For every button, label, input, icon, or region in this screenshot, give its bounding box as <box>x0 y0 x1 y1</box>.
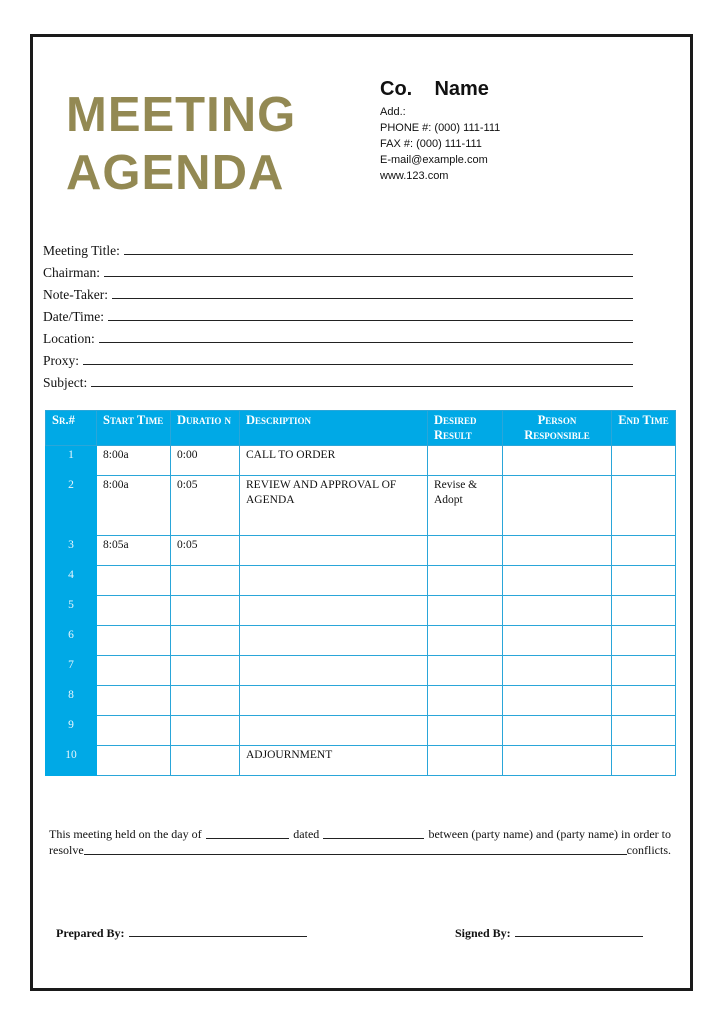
column-header-end-time: End Time <box>612 411 676 446</box>
field-label: Note-Taker: <box>43 287 109 302</box>
table-row <box>46 716 676 746</box>
fill-line[interactable] <box>108 319 633 321</box>
person-responsible-cell[interactable] <box>503 446 612 476</box>
prepared-by-line[interactable] <box>129 924 307 937</box>
statement-text-4: resolve <box>49 843 84 857</box>
end-time-cell[interactable] <box>612 446 676 476</box>
table-row <box>46 596 676 626</box>
start-time-cell[interactable] <box>97 746 171 776</box>
start-time-cell[interactable] <box>97 656 171 686</box>
statement-text-1: This meeting held on the day of <box>49 827 202 841</box>
description-cell[interactable] <box>240 716 428 746</box>
duration-cell[interactable] <box>171 686 240 716</box>
person-responsible-cell[interactable] <box>503 746 612 776</box>
person-responsible-cell[interactable] <box>503 716 612 746</box>
row-number: 10 <box>46 746 97 776</box>
person-responsible-cell[interactable] <box>503 536 612 566</box>
fill-line[interactable] <box>99 341 633 343</box>
person-responsible-cell[interactable] <box>503 596 612 626</box>
table-row <box>46 686 676 716</box>
start-time-cell[interactable]: 8:05a <box>97 536 171 566</box>
agenda-table <box>45 410 676 776</box>
start-time-cell[interactable]: 8:00a <box>97 476 171 536</box>
description-cell[interactable] <box>240 656 428 686</box>
company-phone: PHONE #: (000) 111-111 <box>380 122 501 134</box>
person-responsible-cell[interactable] <box>503 566 612 596</box>
start-time-cell[interactable] <box>97 596 171 626</box>
prepared-by-label: Prepared By: <box>56 926 125 940</box>
description-cell[interactable] <box>240 626 428 656</box>
end-time-cell[interactable] <box>612 746 676 776</box>
table-row <box>46 656 676 686</box>
fill-line[interactable] <box>124 253 633 255</box>
column-header-sr: Sr.# <box>46 411 97 446</box>
desired-result-cell[interactable] <box>428 626 503 656</box>
duration-cell[interactable] <box>171 626 240 656</box>
duration-cell[interactable]: 0:00 <box>171 446 240 476</box>
column-header-duration: Duratio n <box>171 411 240 446</box>
start-time-cell[interactable] <box>97 566 171 596</box>
end-time-cell[interactable] <box>612 596 676 626</box>
duration-cell[interactable] <box>171 656 240 686</box>
resolution-statement <box>49 826 671 858</box>
duration-cell[interactable] <box>171 716 240 746</box>
table-row <box>46 476 676 536</box>
description-cell[interactable] <box>240 596 428 626</box>
row-number: 3 <box>46 536 97 566</box>
row-number: 6 <box>46 626 97 656</box>
end-time-cell[interactable] <box>612 536 676 566</box>
description-cell[interactable] <box>240 566 428 596</box>
desired-result-cell[interactable] <box>428 566 503 596</box>
company-email: E-mail@example.com <box>380 154 488 166</box>
duration-cell[interactable]: 0:05 <box>171 476 240 536</box>
row-number: 1 <box>46 446 97 476</box>
document-title <box>66 86 296 202</box>
fill-line[interactable] <box>112 297 633 299</box>
row-number: 7 <box>46 656 97 686</box>
duration-cell[interactable] <box>171 746 240 776</box>
company-name: Co. Name <box>380 78 489 100</box>
row-number: 9 <box>46 716 97 746</box>
start-time-cell[interactable] <box>97 626 171 656</box>
subject-field[interactable] <box>43 369 633 391</box>
column-header-desired-result: Desired Result <box>428 411 503 446</box>
end-time-cell[interactable] <box>612 626 676 656</box>
field-label: Meeting Title: <box>43 243 120 258</box>
desired-result-cell[interactable] <box>428 656 503 686</box>
table-row <box>46 746 676 776</box>
field-label: Date/Time: <box>43 309 105 324</box>
start-time-cell[interactable] <box>97 716 171 746</box>
start-time-cell[interactable] <box>97 686 171 716</box>
field-label: Location: <box>43 331 95 346</box>
company-fax: FAX #: (000) 111-111 <box>380 138 482 150</box>
meeting-fields <box>43 237 633 391</box>
row-number: 2 <box>46 476 97 536</box>
fill-line[interactable] <box>91 385 633 387</box>
row-number: 8 <box>46 686 97 716</box>
signed-by-label: Signed By: <box>455 926 511 940</box>
prepared-by <box>56 924 307 941</box>
signed-by <box>455 924 643 941</box>
signed-by-line[interactable] <box>515 924 643 937</box>
end-time-cell[interactable] <box>612 476 676 536</box>
meeting-title-field[interactable] <box>43 237 633 259</box>
date-blank[interactable] <box>323 826 424 839</box>
table-row <box>46 626 676 656</box>
person-responsible-cell[interactable] <box>503 626 612 656</box>
table-row <box>46 446 676 476</box>
company-address: Add.: <box>380 106 406 118</box>
duration-cell[interactable] <box>171 596 240 626</box>
title-line-2: AGENDA <box>66 146 285 200</box>
start-time-cell[interactable]: 8:00a <box>97 446 171 476</box>
row-number: 5 <box>46 596 97 626</box>
statement-text-5: conflicts. <box>626 843 671 857</box>
fill-line[interactable] <box>104 275 633 277</box>
date-time-field[interactable] <box>43 303 633 325</box>
description-cell[interactable] <box>240 536 428 566</box>
chairman-field[interactable] <box>43 259 633 281</box>
end-time-cell[interactable] <box>612 566 676 596</box>
desired-result-cell[interactable] <box>428 686 503 716</box>
day-blank[interactable] <box>206 826 290 839</box>
statement-text-2: dated <box>293 827 320 841</box>
field-label: Chairman: <box>43 265 100 280</box>
table-row <box>46 536 676 566</box>
desired-result-cell[interactable] <box>428 746 503 776</box>
resolve-blank[interactable] <box>84 842 627 855</box>
end-time-cell[interactable] <box>612 716 676 746</box>
field-label: Subject: <box>43 375 88 390</box>
desired-result-cell[interactable] <box>428 446 503 476</box>
person-responsible-cell[interactable] <box>503 476 612 536</box>
end-time-cell[interactable] <box>612 686 676 716</box>
fill-line[interactable] <box>83 363 633 365</box>
title-line-1: MEETING <box>66 88 297 142</box>
description-cell[interactable]: ADJOURNMENT <box>240 746 428 776</box>
description-cell[interactable] <box>240 686 428 716</box>
column-header-description: Description <box>240 411 428 446</box>
field-label: Proxy: <box>43 353 80 368</box>
desired-result-cell[interactable] <box>428 716 503 746</box>
proxy-field[interactable] <box>43 347 633 369</box>
desired-result-cell[interactable] <box>428 536 503 566</box>
company-info <box>380 78 500 184</box>
table-row <box>46 566 676 596</box>
person-responsible-cell[interactable] <box>503 686 612 716</box>
desired-result-cell[interactable] <box>428 596 503 626</box>
row-number: 4 <box>46 566 97 596</box>
note-taker-field[interactable] <box>43 281 633 303</box>
table-header-row <box>46 411 676 446</box>
description-cell[interactable]: CALL TO ORDER <box>240 446 428 476</box>
person-responsible-cell[interactable] <box>503 656 612 686</box>
location-field[interactable] <box>43 325 633 347</box>
company-website: www.123.com <box>380 170 449 182</box>
column-header-person-responsible: Person Responsible <box>503 411 612 446</box>
description-cell[interactable]: REVIEW AND APPROVAL OF AGENDA <box>240 476 428 536</box>
duration-cell[interactable] <box>171 566 240 596</box>
column-header-start-time: Start Time <box>97 411 171 446</box>
end-time-cell[interactable] <box>612 656 676 686</box>
desired-result-cell[interactable]: Revise & Adopt <box>428 476 503 536</box>
statement-text-3: between (party name) and (party name) in order to <box>428 827 671 841</box>
duration-cell[interactable]: 0:05 <box>171 536 240 566</box>
